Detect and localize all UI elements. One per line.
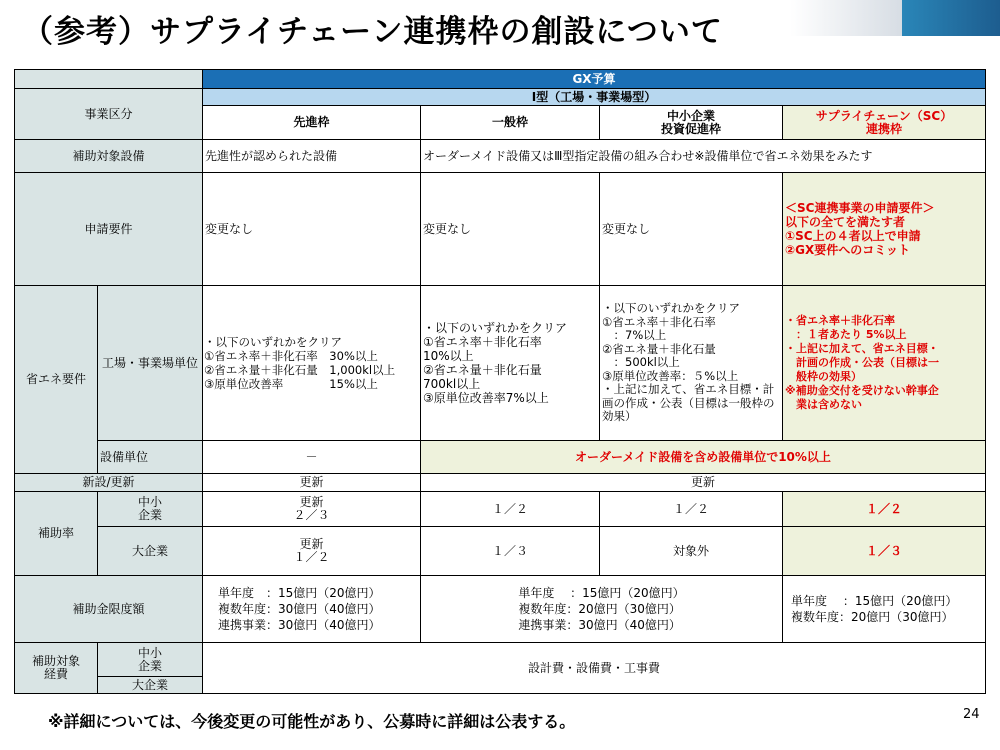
eligible-costs-value: 設計費・設備費・工事費 [202, 642, 986, 694]
rate-sme-label: 中小 企業 [97, 491, 203, 527]
rate-large-sme: 対象外 [599, 526, 783, 576]
new-renewal-advanced: 更新 [202, 473, 421, 492]
rate-sme-general: １／２ [420, 491, 600, 527]
rate-large-advanced: 更新 １／２ [202, 526, 421, 576]
eligible-costs-label: 補助対象 経費 [14, 642, 98, 694]
requirements-label: 申請要件 [14, 172, 203, 286]
factory-unit-sme: ・以下のいずれかをクリア ①省エネ率＋非化石率 ：7%以上 ②省エネ量＋非化石量 ：500kl以上 ③原単位改善率：５%以上 ・上記に加えて、省エネ目標・計画の作成・公表（目標は一般枠の効果） [599, 285, 783, 441]
page-title: （参考）サプライチェーン連携枠の創設について [22, 14, 723, 50]
header-decoration-blue [902, 0, 1000, 36]
rate-large-label: 大企業 [97, 526, 203, 576]
requirements-advanced: 変更なし [202, 172, 421, 286]
equipment-unit-advanced: － [202, 440, 421, 474]
target-equipment-advanced: 先進性が認められた設備 [202, 139, 421, 173]
header-decoration-light [790, 0, 902, 36]
subsidy-limit-general-sme: 単年度 ：15億円（20億円） 複数年度：20億円（30億円） 連携事業：30億円（40億円） [420, 575, 783, 643]
cost-large-label: 大企業 [97, 676, 203, 694]
target-equipment-label: 補助対象設備 [14, 139, 203, 173]
rate-sme-advanced: 更新 ２／３ [202, 491, 421, 527]
factory-unit-label: 工場・事業場単位 [97, 285, 203, 441]
subsidy-limit-advanced: 単年度 ：15億円（20億円） 複数年度：30億円（40億円） 連携事業：30億円（40億円） [202, 575, 421, 643]
rate-large-general: １／３ [420, 526, 600, 576]
subsidy-rate-label: 補助率 [14, 491, 98, 576]
energy-requirements-label: 省エネ要件 [14, 285, 98, 474]
equipment-unit-label: 設備単位 [97, 440, 203, 474]
rate-sme-sme: １／２ [599, 491, 783, 527]
category-header: 事業区分 [14, 88, 203, 140]
subsidy-limit-label: 補助金限度額 [14, 575, 203, 643]
equipment-unit-other: オーダーメイド設備を含め設備単位で10%以上 [420, 440, 986, 474]
requirements-sme: 変更なし [599, 172, 783, 286]
general-column-header: 一般枠 [420, 105, 600, 140]
type1-header: Ⅰ型（工場・事業場型） [202, 88, 986, 106]
requirements-sc: ＜SC連携事業の申請要件＞ 以下の全てを満たす者 ①SC上の４者以上で申請 ②GX要件へのコミット [782, 172, 986, 286]
factory-unit-sc: ・省エネ率＋非化石率 ：１者あたり 5%以上 ・上記に加えて、省エネ目標・ 計画の作成・公表（目標は一 般枠の効果） ※補助金交付を受けない幹事企 業は含めない [782, 285, 986, 441]
factory-unit-advanced: ・以下のいずれかをクリア ①省エネ率＋非化石率 30%以上 ②省エネ量＋非化石量 1,000kl以上 ③原単位改善率 15%以上 [202, 285, 421, 441]
header-blank [14, 69, 203, 89]
new-renewal-other: 更新 [420, 473, 986, 492]
page-number: 24 [963, 707, 980, 722]
factory-unit-general: ・以下のいずれかをクリア ①省エネ率＋非化石率 10%以上 ②省エネ量＋非化石量 700kl以上 ③原単位改善率7%以上 [420, 285, 600, 441]
cost-sme-label: 中小 企業 [97, 642, 203, 677]
requirements-general: 変更なし [420, 172, 600, 286]
rate-large-sc: １／３ [782, 526, 986, 576]
sc-column-header: サプライチェーン（SC） 連携枠 [782, 105, 986, 140]
subsidy-limit-sc: 単年度 ：15億円（20億円） 複数年度：20億円（30億円） [782, 575, 986, 643]
new-renewal-label: 新設/更新 [14, 473, 203, 492]
gx-budget-header: GX予算 [202, 69, 986, 89]
target-equipment-other: オーダーメイド設備又はⅢ型指定設備の組み合わせ※設備単位で省エネ効果をみたす [420, 139, 986, 173]
rate-sme-sc: １／２ [782, 491, 986, 527]
sme-column-header: 中小企業 投資促進枠 [599, 105, 783, 140]
advanced-column-header: 先進枠 [202, 105, 421, 140]
footnote: ※詳細については、今後変更の可能性があり、公募時に詳細は公表する。 [48, 712, 576, 731]
